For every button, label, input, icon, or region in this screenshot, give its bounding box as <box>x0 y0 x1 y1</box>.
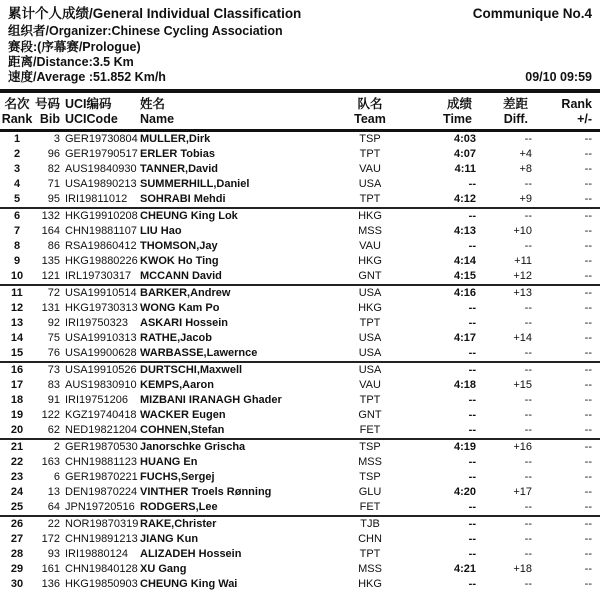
cell-diff: -- <box>524 178 532 190</box>
cell-time: 4:12 <box>392 192 476 208</box>
cell-team: MSS <box>358 225 382 237</box>
cell-change: -- <box>532 269 600 285</box>
cell-uci: HKG19880226 <box>65 255 138 267</box>
cell-bib: 71 <box>47 178 60 190</box>
table-row <box>0 192 600 208</box>
cell-name: KEMPS,Aaron <box>140 379 214 391</box>
cell-bib: 95 <box>34 192 60 208</box>
cell-team: TJB <box>360 518 380 530</box>
cell-time: 4:17 <box>453 332 476 344</box>
cell-team: TPT <box>359 317 381 329</box>
cell-diff: +11 <box>514 255 532 267</box>
cell-diff: -- <box>524 533 532 545</box>
cell-diff: -- <box>524 548 532 560</box>
cell-rank: 11 <box>11 287 23 299</box>
cell-diff: +12 <box>476 269 532 285</box>
cell-name: WACKER Eugen <box>140 409 226 421</box>
cell-rank: 15 <box>0 346 34 362</box>
average-speed-line: 速度/Average :51.852 Km/h <box>8 70 166 84</box>
cell-rank: 19 <box>10 409 24 421</box>
cell-rank: 24 <box>10 486 24 498</box>
cell-time: -- <box>468 302 476 314</box>
cell-uci: CHN19891213 <box>65 533 138 545</box>
cell-diff: +17 <box>513 486 532 498</box>
cell-time: 4:21 <box>453 563 476 575</box>
cell-team: TPT <box>359 548 381 560</box>
cell-rank: 28 <box>10 548 24 560</box>
col-header-team: 队名 Team <box>354 97 386 126</box>
organizer-line: 组织者/Organizer:Chinese Cycling Association <box>8 24 283 38</box>
cell-team: TSP <box>359 471 381 483</box>
cell-time: 4:18 <box>453 379 476 391</box>
table-row <box>0 577 600 590</box>
cell-team: USA <box>348 346 392 362</box>
cell-change: -- <box>584 379 592 391</box>
cell-rank: 18 <box>10 394 24 406</box>
cell-change: -- <box>584 518 592 530</box>
table-row <box>0 408 600 423</box>
cell-name: HUANG En <box>140 456 198 468</box>
cell-diff: +16 <box>513 441 532 453</box>
cell-team: MSS <box>358 456 382 468</box>
cell-rank: 25 <box>0 500 34 516</box>
cell-name: LIU Hao <box>140 225 182 237</box>
cell-name: FUCHS,Sergej <box>140 471 215 483</box>
cell-diff: -- <box>524 317 532 329</box>
cell-name: SOHRABI Mehdi <box>138 192 348 208</box>
col-header-name: 姓名 Name <box>140 97 175 126</box>
cell-uci: NED19821204 <box>60 423 138 439</box>
cell-team: TPT <box>348 192 392 208</box>
classification-table <box>0 93 600 590</box>
cell-name: ERLER Tobias <box>140 148 215 160</box>
cell-time: 4:16 <box>453 287 476 299</box>
cell-team: HKG <box>348 577 392 590</box>
cell-team: HKG <box>358 255 382 267</box>
cell-rank: 1 <box>13 133 21 145</box>
cell-bib: 73 <box>47 364 60 376</box>
cell-uci: HKG19730313 <box>65 302 138 314</box>
cell-diff: -- <box>524 394 532 406</box>
cell-team: VAU <box>359 379 381 391</box>
cell-uci: USA19910313 <box>65 332 137 344</box>
cell-change: -- <box>584 133 592 145</box>
cell-time: 4:03 <box>453 133 476 145</box>
cell-diff: -- <box>524 302 532 314</box>
table-row <box>0 239 600 254</box>
cell-name: RAKE,Christer <box>140 518 217 530</box>
cell-rank: 16 <box>10 364 24 376</box>
cell-uci: GER19870530 <box>65 441 138 453</box>
table-row <box>0 331 600 346</box>
cell-name: ASKARI Hossein <box>140 317 229 329</box>
cell-change: -- <box>584 317 592 329</box>
cell-name: XU Gang <box>140 563 187 575</box>
table-row <box>0 378 600 393</box>
cell-rank: 21 <box>10 441 24 453</box>
cell-rank: 22 <box>10 456 24 468</box>
cell-diff: -- <box>476 500 532 516</box>
cell-uci: KGZ19740418 <box>65 409 137 421</box>
cell-change: -- <box>532 423 600 439</box>
table-row <box>0 562 600 577</box>
cell-uci: NOR19870319 <box>65 518 138 530</box>
cell-uci: RSA19860412 <box>65 240 137 252</box>
cell-bib: 163 <box>41 456 60 468</box>
cell-uci: IRI19811012 <box>60 192 138 208</box>
cell-change: -- <box>584 533 592 545</box>
cell-bib: 6 <box>53 471 60 483</box>
cell-uci: USA19910526 <box>65 364 137 376</box>
cell-name: SUMMERHILL,Daniel <box>140 178 250 190</box>
cell-name: TANNER,David <box>140 163 219 175</box>
cell-team: VAU <box>359 163 381 175</box>
cell-team: VAU <box>359 240 381 252</box>
results-body <box>0 131 600 590</box>
cell-diff: -- <box>524 518 532 530</box>
cell-time: -- <box>392 423 476 439</box>
cell-rank: 29 <box>10 563 24 575</box>
cell-team: FET <box>348 423 392 439</box>
page-title: 累计个人成绩/General Individual Classification <box>8 6 302 21</box>
cell-time: -- <box>468 548 476 560</box>
cell-name: KWOK Ho Ting <box>140 255 219 267</box>
cell-diff: -- <box>524 409 532 421</box>
cell-bib: 72 <box>47 287 60 299</box>
cell-change: -- <box>584 548 592 560</box>
col-header-rank-change: Rank +/- <box>561 97 592 126</box>
cell-time: 4:19 <box>453 441 476 453</box>
cell-uci: AUS19840930 <box>65 163 137 175</box>
cell-change: -- <box>584 287 592 299</box>
cell-team: TSP <box>359 133 381 145</box>
cell-rank: 27 <box>10 533 24 545</box>
cell-rank: 26 <box>10 518 24 530</box>
cell-team: FET <box>348 500 392 516</box>
cell-time: 4:11 <box>454 163 476 175</box>
cell-name: MULLER,Dirk <box>140 133 211 145</box>
cell-team: HKG <box>358 302 382 314</box>
cell-diff: -- <box>524 210 532 222</box>
cell-name: RODGERS,Lee <box>138 500 348 516</box>
cell-name: WARBASSE,Lawernce <box>138 346 348 362</box>
cell-change: -- <box>584 563 592 575</box>
cell-bib: 122 <box>41 409 60 421</box>
cell-rank: 7 <box>13 225 21 237</box>
cell-bib: 2 <box>53 441 60 453</box>
cell-team: USA <box>358 332 382 344</box>
cell-change: -- <box>584 471 592 483</box>
table-row <box>0 393 600 408</box>
cell-change: -- <box>584 255 592 267</box>
table-row <box>0 346 600 362</box>
cell-bib: 75 <box>47 332 60 344</box>
cell-name: DURTSCHI,Maxwell <box>140 364 243 376</box>
cell-uci: AUS19830910 <box>65 379 137 391</box>
cell-uci: USA19900628 <box>60 346 138 362</box>
table-row <box>0 269 600 285</box>
cell-name: CHEUNG King Lok <box>140 210 238 222</box>
cell-team: USA <box>358 364 382 376</box>
cell-team: CHN <box>358 533 382 545</box>
cell-change: -- <box>584 210 592 222</box>
cell-name: VINTHER Troels Rønning <box>140 486 272 498</box>
cell-time: 4:15 <box>392 269 476 285</box>
table-row <box>0 532 600 547</box>
cell-diff: +9 <box>476 192 532 208</box>
cell-bib: 161 <box>41 563 60 575</box>
cell-rank: 10 <box>0 269 34 285</box>
document-header <box>0 0 600 85</box>
table-row <box>0 147 600 162</box>
cell-name: Janorschke Grischa <box>140 441 246 453</box>
cell-uci: CHN19881123 <box>65 456 137 468</box>
cell-time: -- <box>468 456 476 468</box>
datetime-stamp: 09/10 09:59 <box>525 70 592 84</box>
cell-name: MCCANN David <box>138 269 348 285</box>
cell-rank: 30 <box>0 577 34 590</box>
cell-uci: GER19790517 <box>65 148 138 160</box>
cell-bib: 164 <box>41 225 60 237</box>
stage-line: 赛段:(序幕赛/Prologue) <box>8 40 141 54</box>
table-row <box>0 301 600 316</box>
cell-time: -- <box>468 409 476 421</box>
cell-bib: 62 <box>34 423 60 439</box>
cell-time: -- <box>392 346 476 362</box>
cell-name: RATHE,Jacob <box>140 332 212 344</box>
cell-name: THOMSON,Jay <box>140 240 218 252</box>
cell-name: COHNEN,Stefan <box>138 423 348 439</box>
cell-uci: USA19890213 <box>65 178 137 190</box>
cell-name: WONG Kam Po <box>140 302 220 314</box>
cell-bib: 91 <box>47 394 60 406</box>
cell-change: -- <box>584 148 592 160</box>
table-row <box>0 177 600 192</box>
cell-diff: -- <box>476 346 532 362</box>
cell-rank: 8 <box>13 240 21 252</box>
cell-time: -- <box>468 317 476 329</box>
cell-time: -- <box>468 240 476 252</box>
table-row <box>0 362 600 378</box>
cell-uci: IRI19750323 <box>65 317 128 329</box>
cell-time: -- <box>468 364 476 376</box>
cell-rank: 13 <box>10 317 24 329</box>
table-header <box>0 93 600 131</box>
cell-change: -- <box>532 577 600 590</box>
table-row <box>0 162 600 177</box>
cell-uci: IRL19730317 <box>60 269 138 285</box>
table-row <box>0 439 600 455</box>
cell-rank: 4 <box>13 178 21 190</box>
cell-time: -- <box>468 394 476 406</box>
cell-uci: CHN19840128 <box>65 563 138 575</box>
cell-rank: 6 <box>13 210 21 222</box>
cell-time: -- <box>392 500 476 516</box>
cell-name: JIANG Kun <box>140 533 199 545</box>
cell-uci: HKG19910208 <box>65 210 138 222</box>
cell-change: -- <box>584 225 592 237</box>
cell-bib: 93 <box>47 548 60 560</box>
cell-name: MIZBANI IRANAGH Ghader <box>140 394 282 406</box>
cell-bib: 121 <box>34 269 60 285</box>
cell-change: -- <box>532 192 600 208</box>
cell-change: -- <box>584 441 592 453</box>
cell-name: CHEUNG King Wai <box>138 577 348 590</box>
cell-name: BARKER,Andrew <box>140 287 231 299</box>
cell-uci: GER19870221 <box>65 471 138 483</box>
communique-number: Communique No.4 <box>472 6 592 21</box>
cell-diff: -- <box>524 456 532 468</box>
cell-time: 4:14 <box>453 255 476 267</box>
cell-team: GNT <box>358 409 382 421</box>
cell-bib: 22 <box>47 518 60 530</box>
col-header-bib: 号码 Bib <box>34 97 60 126</box>
table-row <box>0 485 600 500</box>
cell-rank: 12 <box>10 302 24 314</box>
cell-team: MSS <box>358 563 382 575</box>
cell-bib: 172 <box>41 533 60 545</box>
cell-rank: 2 <box>13 148 21 160</box>
cell-change: -- <box>584 364 592 376</box>
cell-uci: IRI19751206 <box>65 394 128 406</box>
cell-team: TPT <box>359 394 381 406</box>
cell-change: -- <box>532 500 600 516</box>
cell-uci: IRI19880124 <box>65 548 128 560</box>
cell-diff: -- <box>476 423 532 439</box>
cell-uci: CHN19881107 <box>65 225 137 237</box>
col-header-ucicode: UCI编码 UCICode <box>65 97 118 126</box>
col-header-time: 成绩 Time <box>443 97 472 126</box>
cell-team: GNT <box>348 269 392 285</box>
cell-bib: 92 <box>47 317 60 329</box>
cell-change: -- <box>584 178 592 190</box>
cell-diff: -- <box>476 577 532 590</box>
cell-team: TSP <box>359 441 381 453</box>
cell-time: -- <box>468 178 476 190</box>
cell-bib: 76 <box>34 346 60 362</box>
cell-change: -- <box>532 346 600 362</box>
table-row <box>0 316 600 331</box>
cell-change: -- <box>584 332 592 344</box>
cell-diff: +13 <box>513 287 532 299</box>
cell-diff: +8 <box>519 163 532 175</box>
cell-time: 4:13 <box>453 225 476 237</box>
cell-diff: +15 <box>513 379 532 391</box>
col-header-diff: 差距 Diff. <box>502 97 528 126</box>
cell-bib: 136 <box>34 577 60 590</box>
cell-team: HKG <box>358 210 382 222</box>
cell-diff: +10 <box>513 225 532 237</box>
cell-change: -- <box>584 302 592 314</box>
cell-bib: 3 <box>53 133 60 145</box>
cell-uci: DEN19870224 <box>65 486 138 498</box>
table-row <box>0 285 600 301</box>
cell-team: GLU <box>358 486 382 498</box>
cell-name: ALIZADEH Hossein <box>140 548 242 560</box>
cell-uci: JPN19720516 <box>60 500 138 516</box>
cell-team: USA <box>358 287 382 299</box>
cell-change: -- <box>584 394 592 406</box>
col-header-rank: 名次 Rank <box>1 97 33 126</box>
cell-bib: 135 <box>41 255 60 267</box>
cell-rank: 5 <box>0 192 34 208</box>
cell-diff: -- <box>524 133 532 145</box>
cell-time: -- <box>392 577 476 590</box>
cell-uci: USA19910514 <box>65 287 137 299</box>
cell-bib: 83 <box>47 379 60 391</box>
cell-time: -- <box>468 210 476 222</box>
cell-bib: 86 <box>47 240 60 252</box>
cell-rank: 17 <box>10 379 24 391</box>
cell-diff: +18 <box>513 563 532 575</box>
cell-uci: HKG19850903 <box>60 577 138 590</box>
cell-uci: GER19730804 <box>65 133 138 145</box>
table-row <box>0 500 600 516</box>
table-row <box>0 423 600 439</box>
cell-rank: 14 <box>10 332 24 344</box>
cell-diff: -- <box>524 471 532 483</box>
cell-time: -- <box>468 533 476 545</box>
cell-diff: +14 <box>513 332 532 344</box>
cell-change: -- <box>584 486 592 498</box>
cell-time: 4:07 <box>453 148 476 160</box>
cell-time: -- <box>468 518 476 530</box>
cell-diff: -- <box>524 364 532 376</box>
cell-bib: 131 <box>41 302 60 314</box>
cell-time: 4:20 <box>453 486 476 498</box>
cell-rank: 3 <box>13 163 21 175</box>
table-row <box>0 470 600 485</box>
cell-bib: 82 <box>47 163 60 175</box>
table-row <box>0 224 600 239</box>
table-row <box>0 131 600 148</box>
cell-diff: +4 <box>519 148 532 160</box>
table-row <box>0 208 600 224</box>
cell-bib: 13 <box>47 486 60 498</box>
cell-time: -- <box>468 471 476 483</box>
cell-bib: 64 <box>34 500 60 516</box>
cell-rank: 20 <box>0 423 34 439</box>
cell-change: -- <box>584 163 592 175</box>
cell-bib: 96 <box>47 148 60 160</box>
table-row <box>0 516 600 532</box>
cell-team: USA <box>358 178 382 190</box>
cell-change: -- <box>584 456 592 468</box>
cell-team: TPT <box>359 148 381 160</box>
distance-line: 距离/Distance:3.5 Km <box>8 55 134 69</box>
table-row <box>0 547 600 562</box>
table-row <box>0 455 600 470</box>
cell-rank: 23 <box>10 471 24 483</box>
cell-change: -- <box>584 240 592 252</box>
cell-change: -- <box>584 409 592 421</box>
cell-diff: -- <box>524 240 532 252</box>
table-row <box>0 254 600 269</box>
cell-rank: 9 <box>13 255 21 267</box>
cell-bib: 132 <box>41 210 60 222</box>
